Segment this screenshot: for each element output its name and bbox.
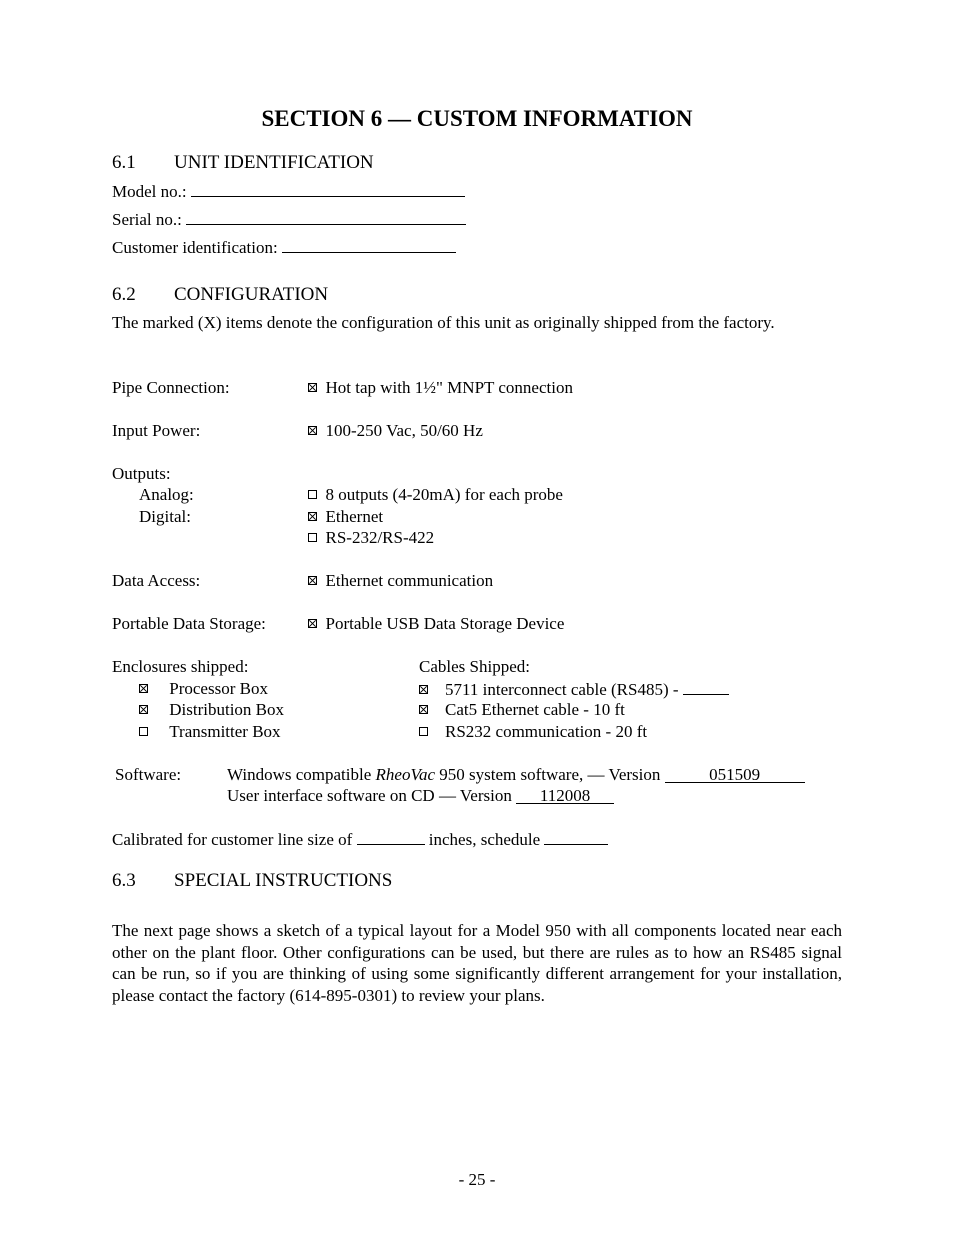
enclosure-item-text: Processor Box [169,679,268,698]
unchecked-box-icon [419,727,428,736]
section-6-1-number: 6.1 [112,152,136,173]
digital-option-text: Ethernet [325,507,384,526]
serial-number-field [186,209,466,225]
enclosure-item-text: Distribution Box [169,700,285,719]
section-6-1-heading: UNIT IDENTIFICATION [174,152,374,173]
analog-option-text: 8 outputs (4-20mA) for each probe [325,485,563,504]
digital-option-ethernet [308,507,383,527]
cable-length-field [683,679,729,695]
software-label: Software: [115,765,182,784]
special-instructions-body: The next page shows a sketch of a typical layout for a Model 950 with all components located near each other on the plant floor. Other configurations can be used, but there are rules as to how an RS485 signal can be run, so if you are thinking of using some significantly different arrangement for your installation, please contact the factory (614-895-0301) to review your plans. [112,921,842,1005]
checked-box-icon [139,705,148,714]
checked-box-icon [308,512,317,521]
data-access-text: Ethernet communication [325,571,494,590]
ui-software-version: 112008 [516,786,614,804]
analog-option [308,485,563,505]
data-access-option [308,571,493,591]
cable-item-text: Cat5 Ethernet cable - 10 ft [445,700,625,719]
checked-box-icon [308,619,317,628]
rheovac-brand: RheoVac [375,765,435,784]
cable-item-text: 5711 interconnect cable (RS485) - [445,680,683,699]
unchecked-box-icon [308,490,317,499]
outputs-label: Outputs: [112,464,171,483]
storage-option [308,614,564,634]
checked-box-icon [419,685,428,694]
checked-box-icon [139,684,148,693]
model-number-label: Model no.: [112,182,187,201]
cable-item-text: RS232 communication - 20 ft [445,722,648,741]
line-size-field [357,829,425,845]
data-access-label: Data Access: [112,571,201,590]
unchecked-box-icon [139,727,148,736]
pipe-connection-text: Hot tap with 1½" MNPT connection [325,378,573,397]
cable-item [419,700,625,720]
digital-option-rs232 [308,528,434,548]
input-power-option [308,421,483,441]
customer-id-label: Customer identification: [112,238,278,257]
section-6-2-number: 6.2 [112,284,136,305]
input-power-text: 100-250 Vac, 50/60 Hz [325,421,483,440]
customer-id-field [282,237,456,253]
software-line-1-suffix: 950 system software, — Version [435,765,665,784]
model-number-field [191,181,465,197]
customer-id-row [112,237,456,258]
storage-label: Portable Data Storage: [112,614,266,633]
pipe-connection-label: Pipe Connection: [112,378,230,397]
unchecked-box-icon [308,533,317,542]
software-line-1-prefix: Windows compatible [227,765,376,784]
digital-option-text: RS-232/RS-422 [325,528,435,547]
section-6-2-heading: CONFIGURATION [174,284,329,305]
software-version: 051509 [665,765,805,783]
cable-item [419,679,729,700]
serial-number-label: Serial no.: [112,210,182,229]
software-line-2-prefix: User interface software on CD — Version [227,786,517,805]
enclosure-item [139,700,284,720]
software-line-1 [227,765,805,785]
enclosure-item [139,679,268,699]
enclosures-label: Enclosures shipped: [112,657,249,676]
calibration-middle: inches, schedule [424,830,545,849]
pipe-connection-option [308,378,573,398]
schedule-field [544,829,608,845]
configuration-intro: The marked (X) items denote the configuration of this unit as originally shipped from the factory. [112,313,775,332]
software-line-2 [227,786,614,806]
analog-label: Analog: [139,485,194,504]
page-number: - 25 - [458,1170,496,1189]
page-title: SECTION 6 — CUSTOM INFORMATION [261,106,693,131]
cable-item [419,722,647,742]
input-power-label: Input Power: [112,421,201,440]
digital-label: Digital: [139,507,191,526]
calibration-line [112,829,608,850]
checked-box-icon [308,426,317,435]
calibration-prefix: Calibrated for customer line size of [112,830,357,849]
enclosure-item [139,722,281,742]
section-6-3-number: 6.3 [112,870,136,891]
model-number-row [112,181,465,202]
checked-box-icon [419,705,428,714]
checked-box-icon [308,576,317,585]
serial-number-row [112,209,466,230]
enclosure-item-text: Transmitter Box [169,722,281,741]
storage-text: Portable USB Data Storage Device [325,614,565,633]
section-6-3-heading: SPECIAL INSTRUCTIONS [174,870,393,891]
cables-label: Cables Shipped: [419,657,530,676]
checked-box-icon [308,383,317,392]
